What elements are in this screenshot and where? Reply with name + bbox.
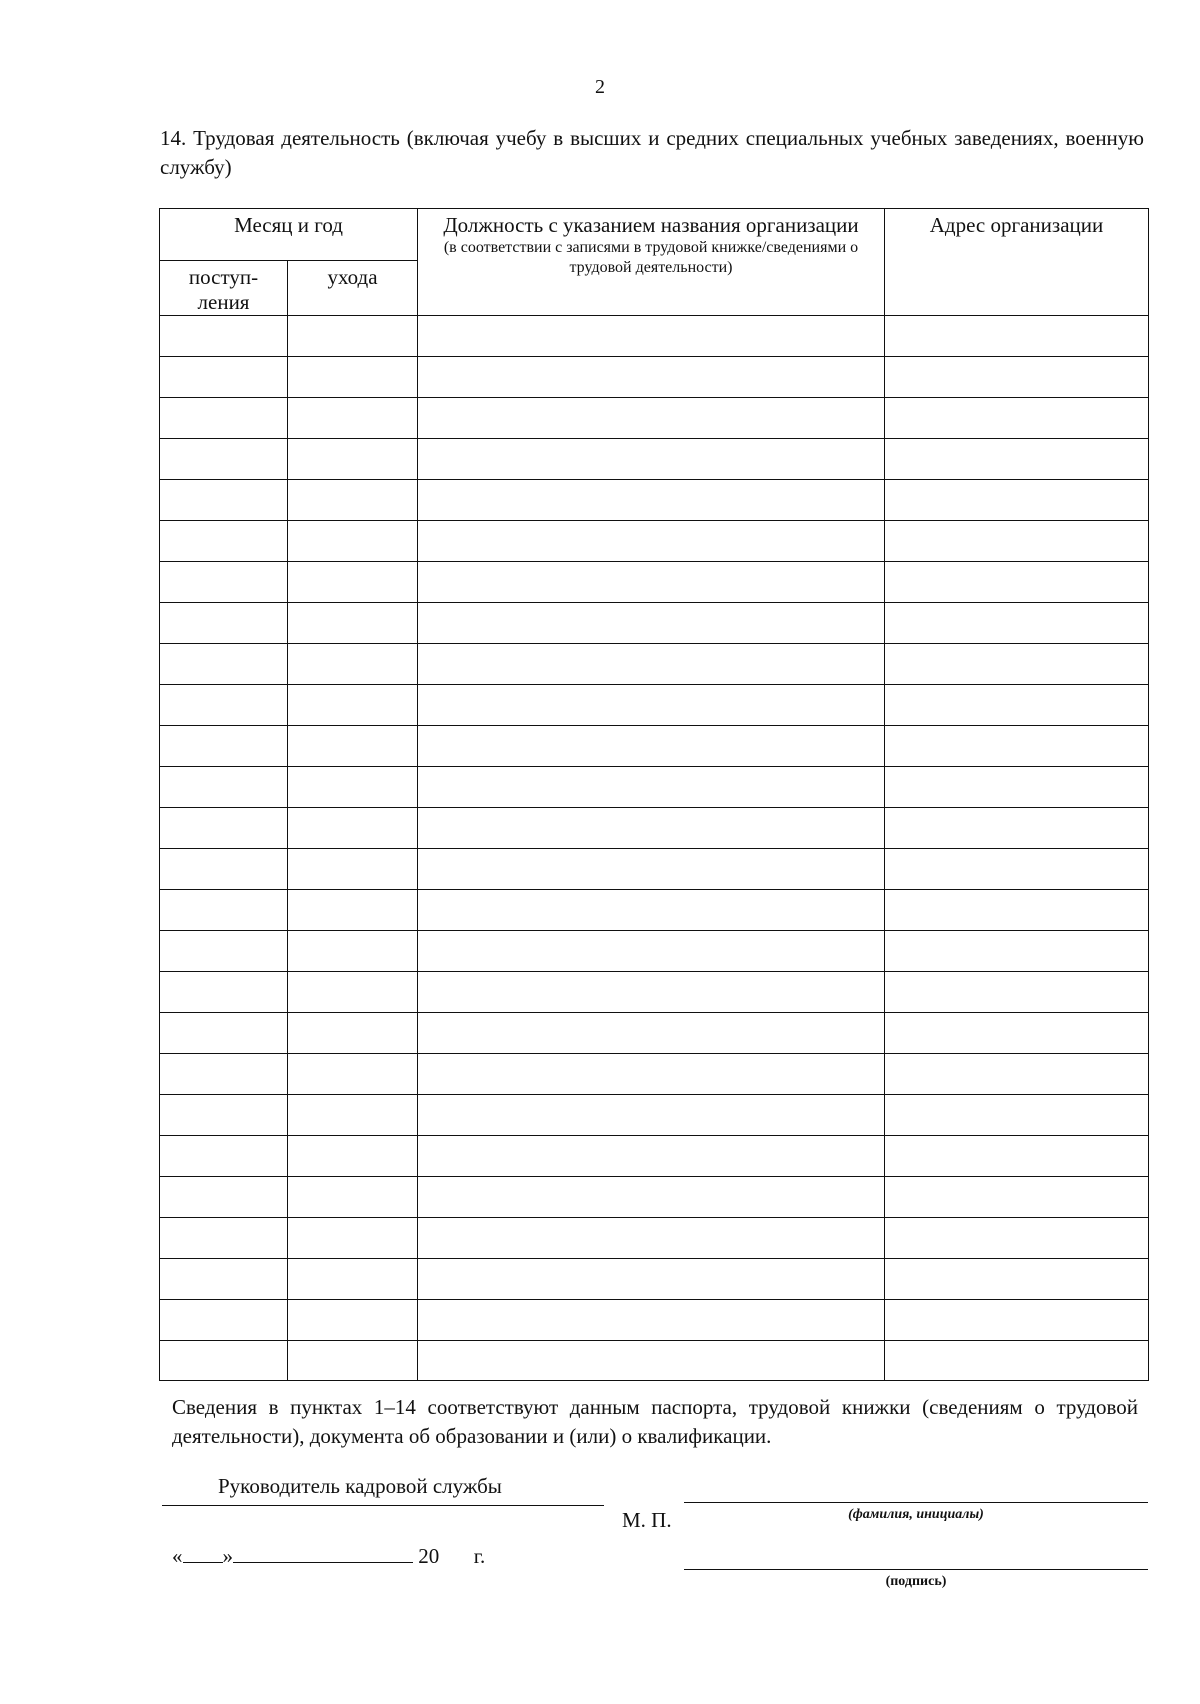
table-row: [160, 726, 1149, 767]
quote-close: »: [222, 1544, 233, 1568]
cell-position[interactable]: [418, 1341, 885, 1381]
header-start: поступ- ления: [160, 261, 288, 316]
cell-position[interactable]: [418, 439, 885, 480]
cell-position[interactable]: [418, 931, 885, 972]
name-caption: (фамилия, инициалы): [848, 1507, 984, 1522]
cell-start-date[interactable]: [160, 767, 288, 808]
signature-line[interactable]: [684, 1569, 1148, 1570]
cell-position[interactable]: [418, 1136, 885, 1177]
cell-address[interactable]: [885, 767, 1149, 808]
cell-address[interactable]: [885, 972, 1149, 1013]
quote-open: «: [172, 1544, 183, 1568]
cell-start-date[interactable]: [160, 1300, 288, 1341]
cell-end-date[interactable]: [288, 603, 418, 644]
cell-end-date[interactable]: [288, 1218, 418, 1259]
cell-start-date[interactable]: [160, 931, 288, 972]
cell-address[interactable]: [885, 808, 1149, 849]
table-row: [160, 1259, 1149, 1300]
cell-address[interactable]: [885, 1177, 1149, 1218]
cell-end-date[interactable]: [288, 767, 418, 808]
cell-end-date[interactable]: [288, 1013, 418, 1054]
cell-address[interactable]: [885, 603, 1149, 644]
cell-position[interactable]: [418, 1259, 885, 1300]
table-row: [160, 849, 1149, 890]
cell-address[interactable]: [885, 1054, 1149, 1095]
header-position-title: Должность с указанием названия организации: [443, 213, 859, 237]
table-row: [160, 1013, 1149, 1054]
cell-address[interactable]: [885, 1013, 1149, 1054]
year-suffix: г.: [473, 1544, 486, 1568]
cell-address[interactable]: [885, 1300, 1149, 1341]
cell-address[interactable]: [885, 1136, 1149, 1177]
cell-start-date[interactable]: [160, 808, 288, 849]
table-row: [160, 685, 1149, 726]
cell-address[interactable]: [885, 316, 1149, 357]
cell-start-date[interactable]: [160, 644, 288, 685]
table-row: [160, 1177, 1149, 1218]
cell-end-date[interactable]: [288, 685, 418, 726]
cell-start-date[interactable]: [160, 1259, 288, 1300]
cell-start-date[interactable]: [160, 1054, 288, 1095]
cell-start-date[interactable]: [160, 685, 288, 726]
cell-start-date[interactable]: [160, 1218, 288, 1259]
cell-start-date[interactable]: [160, 603, 288, 644]
table-row: [160, 562, 1149, 603]
cell-end-date[interactable]: [288, 808, 418, 849]
cell-end-date[interactable]: [288, 849, 418, 890]
cell-position[interactable]: [418, 1218, 885, 1259]
table-row: [160, 316, 1149, 357]
year-prefix: 20: [418, 1544, 440, 1568]
cell-address[interactable]: [885, 439, 1149, 480]
cell-position[interactable]: [418, 1013, 885, 1054]
header-position: [418, 209, 885, 316]
cell-address[interactable]: [885, 357, 1149, 398]
cell-end-date[interactable]: [288, 972, 418, 1013]
table-row: [160, 357, 1149, 398]
header-address: Адрес организации: [885, 209, 1149, 316]
cell-start-date[interactable]: [160, 726, 288, 767]
table-row: [160, 890, 1149, 931]
table-row: [160, 1136, 1149, 1177]
cell-position[interactable]: [418, 808, 885, 849]
cell-address[interactable]: [885, 890, 1149, 931]
cell-position[interactable]: [418, 1300, 885, 1341]
cell-start-date[interactable]: [160, 357, 288, 398]
cell-end-date[interactable]: [288, 480, 418, 521]
cell-end-date[interactable]: [288, 1136, 418, 1177]
cell-position[interactable]: [418, 316, 885, 357]
name-input-line[interactable]: [684, 1502, 1148, 1503]
cell-start-date[interactable]: [160, 521, 288, 562]
cell-end-date[interactable]: [288, 521, 418, 562]
cell-position[interactable]: [418, 644, 885, 685]
confirmation-text: Сведения в пунктах 1–14 соответствуют данным паспорта, трудовой книжки (сведениям о трудовой деятельности), документа об образовании и (или) о квалификации.: [172, 1395, 1138, 1448]
cell-address[interactable]: [885, 562, 1149, 603]
table-row: [160, 644, 1149, 685]
header-position-note: (в соответствии с записями в трудовой книжке/сведениями о трудовой деятельности): [443, 239, 859, 276]
cell-start-date[interactable]: [160, 562, 288, 603]
cell-address[interactable]: [885, 726, 1149, 767]
table-row: [160, 808, 1149, 849]
cell-end-date[interactable]: [288, 1177, 418, 1218]
cell-position[interactable]: [418, 480, 885, 521]
header-end: ухода: [288, 261, 418, 316]
cell-position[interactable]: [418, 726, 885, 767]
cell-position[interactable]: [418, 562, 885, 603]
cell-end-date[interactable]: [288, 439, 418, 480]
cell-start-date[interactable]: [160, 890, 288, 931]
cell-address[interactable]: [885, 685, 1149, 726]
table-row: [160, 931, 1149, 972]
cell-start-date[interactable]: [160, 1177, 288, 1218]
cell-start-date[interactable]: [160, 849, 288, 890]
cell-end-date[interactable]: [288, 890, 418, 931]
cell-address[interactable]: [885, 398, 1149, 439]
day-field[interactable]: [183, 1542, 223, 1563]
cell-end-date[interactable]: [288, 726, 418, 767]
table-row: [160, 1054, 1149, 1095]
table-row: [160, 972, 1149, 1013]
cell-end-date[interactable]: [288, 357, 418, 398]
table-row: [160, 1218, 1149, 1259]
table-row: [160, 480, 1149, 521]
cell-address[interactable]: [885, 480, 1149, 521]
table-row: [160, 439, 1149, 480]
cell-end-date[interactable]: [288, 1054, 418, 1095]
cell-position[interactable]: [418, 1095, 885, 1136]
page-number: 2: [595, 76, 605, 98]
cell-end-date[interactable]: [288, 1300, 418, 1341]
table-row: [160, 1095, 1149, 1136]
cell-position[interactable]: [418, 890, 885, 931]
cell-position[interactable]: [418, 767, 885, 808]
section-title: 14. Трудовая деятельность (включая учебу в высших и средних специальных учебных заведениях, военную службу): [160, 126, 1144, 179]
cell-end-date[interactable]: [288, 1259, 418, 1300]
table-row: [160, 603, 1149, 644]
cell-position[interactable]: [418, 521, 885, 562]
hr-head-label: Руководитель кадровой службы: [218, 1474, 502, 1498]
cell-position[interactable]: [418, 398, 885, 439]
cell-address[interactable]: [885, 521, 1149, 562]
cell-end-date[interactable]: [288, 931, 418, 972]
cell-position[interactable]: [418, 685, 885, 726]
cell-position[interactable]: [418, 972, 885, 1013]
table-body: [160, 316, 1149, 1381]
cell-position[interactable]: [418, 357, 885, 398]
date-row: [172, 1542, 485, 1569]
cell-end-date[interactable]: [288, 316, 418, 357]
cell-start-date[interactable]: [160, 480, 288, 521]
cell-address[interactable]: [885, 644, 1149, 685]
cell-start-date[interactable]: [160, 439, 288, 480]
signature-caption: (подпись): [885, 1574, 947, 1589]
cell-position[interactable]: [418, 1177, 885, 1218]
cell-start-date[interactable]: [160, 972, 288, 1013]
employment-table: [159, 208, 1149, 1381]
cell-position[interactable]: [418, 603, 885, 644]
table-row: [160, 521, 1149, 562]
header-month-year: Месяц и год: [160, 209, 418, 261]
cell-address[interactable]: [885, 849, 1149, 890]
cell-start-date[interactable]: [160, 1013, 288, 1054]
stamp-label: М. П.: [622, 1508, 672, 1532]
cell-address[interactable]: [885, 1095, 1149, 1136]
hr-head-line: [162, 1505, 604, 1506]
cell-end-date[interactable]: [288, 1341, 418, 1381]
table-row: [160, 767, 1149, 808]
cell-address[interactable]: [885, 1218, 1149, 1259]
cell-start-date[interactable]: [160, 1341, 288, 1381]
cell-start-date[interactable]: [160, 1136, 288, 1177]
cell-address[interactable]: [885, 1341, 1149, 1381]
cell-end-date[interactable]: [288, 1095, 418, 1136]
cell-start-date[interactable]: [160, 1095, 288, 1136]
table-row: [160, 1341, 1149, 1381]
table-row: [160, 1300, 1149, 1341]
cell-position[interactable]: [418, 1054, 885, 1095]
table-row: [160, 398, 1149, 439]
cell-start-date[interactable]: [160, 316, 288, 357]
cell-end-date[interactable]: [288, 644, 418, 685]
cell-address[interactable]: [885, 1259, 1149, 1300]
cell-position[interactable]: [418, 849, 885, 890]
cell-end-date[interactable]: [288, 398, 418, 439]
cell-address[interactable]: [885, 931, 1149, 972]
cell-end-date[interactable]: [288, 562, 418, 603]
cell-start-date[interactable]: [160, 398, 288, 439]
month-field[interactable]: [233, 1542, 413, 1563]
